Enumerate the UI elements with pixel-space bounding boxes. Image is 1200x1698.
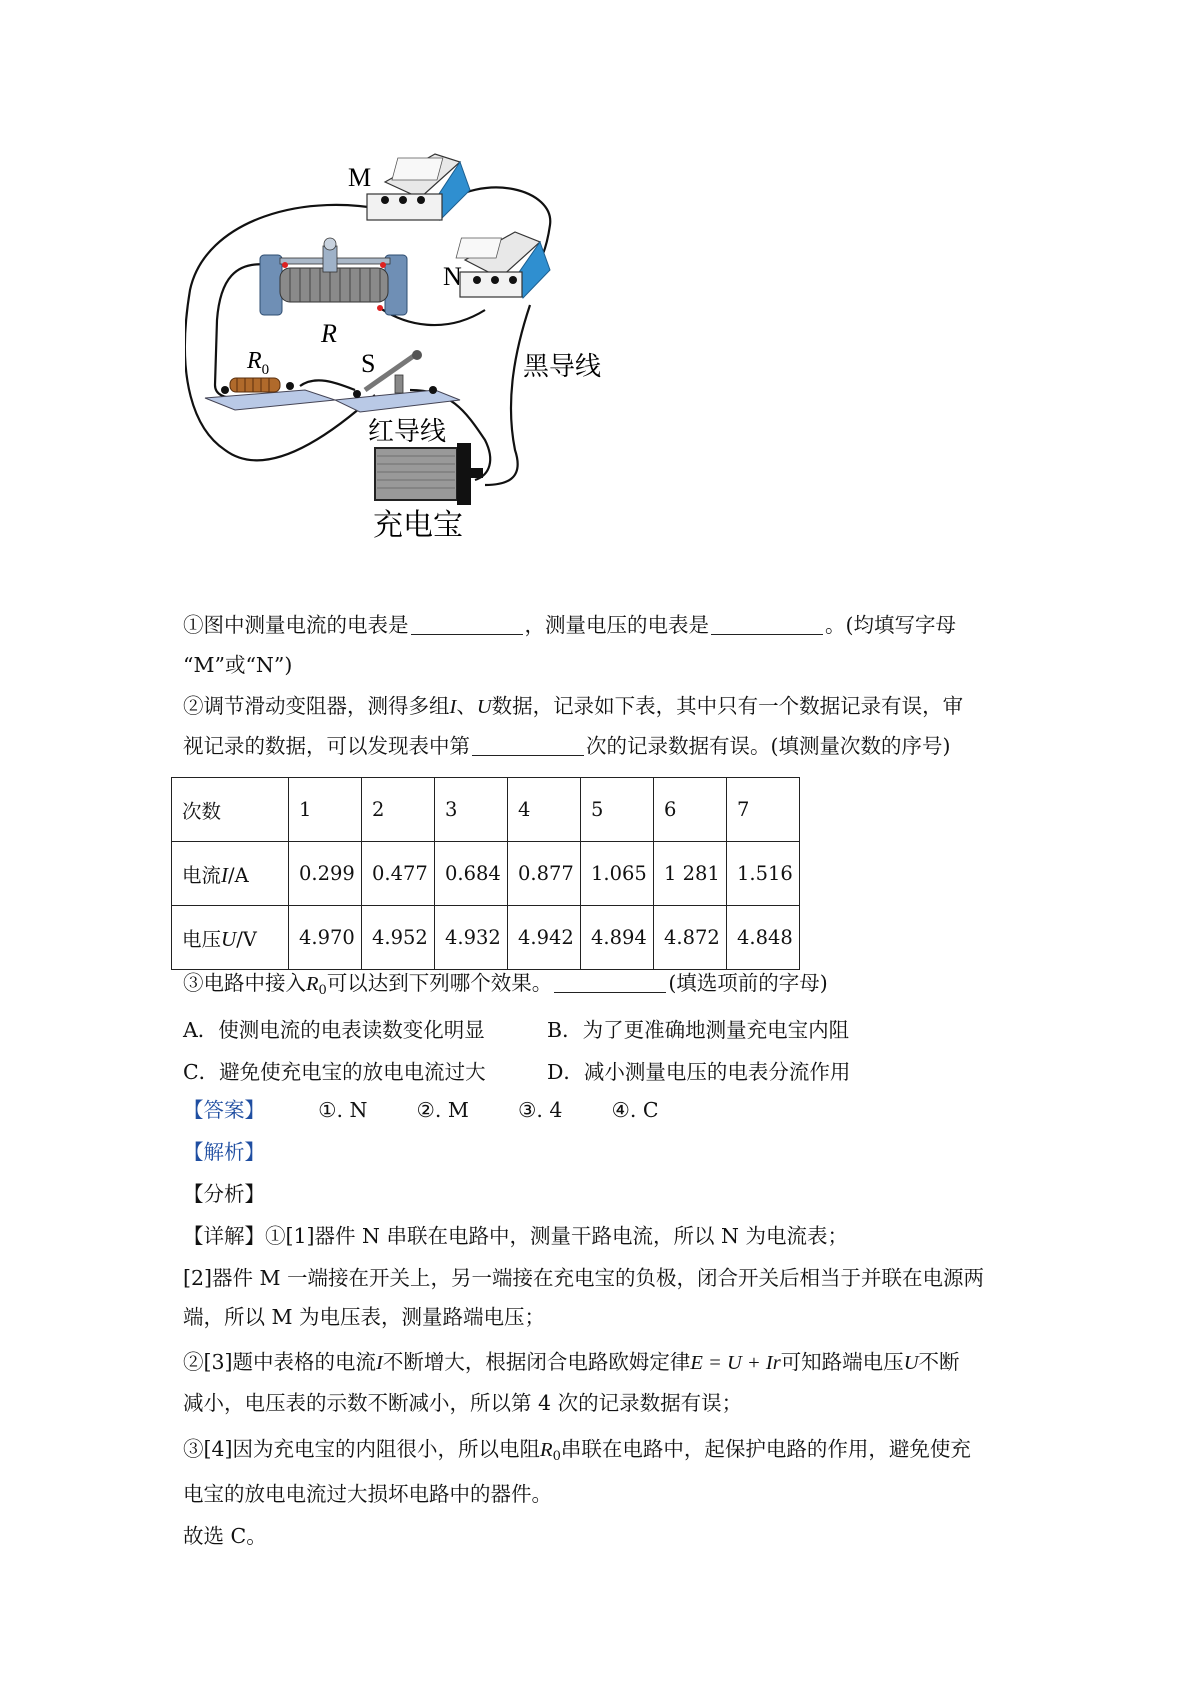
power-bank — [375, 443, 483, 505]
label-black-wire: 黑导线 — [523, 352, 602, 382]
detail-4b: 电宝的放电电流过大损坏电路中的器件。 — [183, 1482, 552, 1506]
q2-text-b: 数据，记录如下表，其中只有一个数据记录有误，审 — [491, 694, 964, 718]
detail-4a-sub: 0 — [552, 1449, 561, 1464]
q2-var-I: I — [449, 696, 457, 718]
answer-line — [183, 1096, 659, 1124]
label-N: N — [443, 262, 462, 291]
conclusion: 故选 C。 — [183, 1524, 267, 1548]
table-cell: 0.477 — [362, 842, 435, 906]
detail-3b: 减小，电压表的示数不断减小，所以第 4 次的记录数据有误； — [183, 1391, 743, 1415]
detail-line-2 — [183, 1264, 984, 1292]
q3-blank-option[interactable] — [554, 972, 666, 993]
table-cell: 1 281 — [654, 842, 727, 906]
table-cell: 4.942 — [508, 906, 581, 970]
q3-line-1 — [183, 969, 828, 1005]
table-cell: 4.894 — [581, 906, 654, 970]
table-cell: 1 — [289, 778, 362, 842]
table-cell: 1.516 — [727, 842, 800, 906]
table-row-trials — [172, 778, 800, 842]
table-cell: 0.684 — [435, 842, 508, 906]
detail-4a-R: R — [540, 1439, 553, 1461]
q2-line-1 — [183, 692, 963, 721]
detail-3a-I: I — [376, 1352, 383, 1374]
q3-text-a: ③电路中接入 — [183, 971, 306, 995]
fenxi-line — [183, 1180, 265, 1208]
table-cell: 4.872 — [654, 906, 727, 970]
detail-2b: 端，所以 M 为电压表，测量路端电压； — [183, 1305, 546, 1329]
detail-tag: 【详解】 — [183, 1224, 265, 1248]
rheostat-R — [260, 238, 407, 315]
q3-sub0: 0 — [318, 983, 327, 998]
q1-text-d: “M”或“N”) — [183, 653, 293, 677]
q2-var-U: U — [476, 696, 492, 718]
option-C[interactable]: C．避免使充电宝的放电电流过大 — [183, 1060, 486, 1084]
table-cell: 4.970 — [289, 906, 362, 970]
label-R: R — [321, 319, 337, 348]
detail-3a-4: 不断 — [918, 1350, 960, 1374]
option-D[interactable]: D．减小测量电压的电表分流作用 — [547, 1060, 851, 1084]
table-cell: 4.932 — [435, 906, 508, 970]
conclusion-line — [183, 1522, 267, 1550]
q2-text-c: 视记录的数据，可以发现表中第 — [183, 734, 470, 758]
detail-4a-1: ③[4]因为充电宝的内阻很小，所以电阻 — [183, 1437, 541, 1461]
q2-sep: 、 — [456, 694, 477, 718]
meter-N — [456, 232, 550, 298]
table-voltage-label: 电压U/V — [172, 906, 289, 970]
label-red-wire: 红导线 — [368, 417, 447, 447]
table-cell: 6 — [654, 778, 727, 842]
label-R0: $R_0$ — [247, 348, 270, 378]
table-current-label: 电流I/A — [172, 842, 289, 906]
wire-R0-S — [300, 380, 355, 390]
detail-line-7 — [183, 1480, 552, 1508]
detail-3a-U: U — [903, 1352, 919, 1374]
table-cell: 4.952 — [362, 906, 435, 970]
table-row-voltage — [172, 906, 800, 970]
detail-4a-2: 串联在电路中，起保护电路的作用，避免使充 — [560, 1437, 971, 1461]
q2-text-d: 次的记录数据有误。(填测量次数的序号) — [586, 734, 951, 758]
switch-S — [335, 350, 460, 412]
detail-line-6 — [183, 1435, 971, 1471]
q2-blank-trial[interactable] — [472, 735, 584, 756]
resistor-R0 — [205, 378, 335, 410]
detail-3a-3: 可知路端电压 — [780, 1350, 904, 1374]
answer-item-2: ②. M — [416, 1098, 469, 1122]
answer-tag: 【答案】 — [183, 1098, 265, 1122]
option-B[interactable]: B．为了更准确地测量充电宝内阻 — [547, 1018, 850, 1042]
fenxi-tag: 【分析】 — [183, 1182, 265, 1206]
q1-blank-voltage[interactable] — [711, 614, 823, 635]
q1-line-1 — [183, 611, 956, 639]
label-M: M — [348, 163, 372, 192]
meter-M — [367, 154, 470, 220]
detail-3a-equation: E = U + Ir — [690, 1352, 781, 1374]
detail-1: ①[1]器件 N 串联在电路中，测量干路电流，所以 N 为电流表； — [265, 1224, 848, 1248]
detail-line-4 — [183, 1348, 960, 1377]
detail-3a-2: 不断增大，根据闭合电路欧姆定律 — [382, 1350, 691, 1374]
detail-line-5 — [183, 1389, 742, 1417]
table-cell: 4.848 — [727, 906, 800, 970]
q1-line-2 — [183, 651, 292, 679]
black-wire — [485, 305, 530, 485]
q3-text-c: (填选项前的字母) — [668, 971, 828, 995]
analysis-tag: 【解析】 — [183, 1140, 265, 1164]
answer-item-1: ①. N — [318, 1098, 368, 1122]
table-cell: 0.299 — [289, 842, 362, 906]
option-A[interactable]: A．使测电流的电表读数变化明显 — [183, 1018, 485, 1042]
q2-text-a: ②调节滑动变阻器，测得多组 — [183, 694, 450, 718]
detail-3a-1: ②[3]题中表格的电流 — [183, 1350, 377, 1374]
table-cell: 7 — [727, 778, 800, 842]
circuit-diagram — [185, 150, 705, 580]
table-cell: 4 — [508, 778, 581, 842]
detail-line-1 — [183, 1222, 848, 1250]
table-header-label: 次数 — [172, 778, 289, 842]
table-row-current — [172, 842, 800, 906]
q3-R: R — [306, 973, 319, 995]
data-table — [171, 777, 800, 970]
q1-text-a: ①图中测量电流的电表是 — [183, 613, 409, 637]
detail-2a: [2]器件 M 一端接在开关上，另一端接在充电宝的负极，闭合开关后相当于并联在电源两 — [183, 1266, 985, 1290]
analysis-tag-line — [183, 1138, 265, 1166]
q3-text-b: 可以达到下列哪个效果。 — [326, 971, 553, 995]
q1-blank-current[interactable] — [411, 614, 523, 635]
table-cell: 5 — [581, 778, 654, 842]
table-cell: 2 — [362, 778, 435, 842]
q1-text-b: ，测量电压的电表是 — [524, 613, 709, 637]
label-power-bank: 充电宝 — [373, 508, 463, 543]
detail-line-3 — [183, 1303, 545, 1331]
q2-line-2 — [183, 732, 951, 760]
table-cell: 1.065 — [581, 842, 654, 906]
q1-text-c: 。(均填写字母 — [825, 613, 956, 637]
table-cell: 0.877 — [508, 842, 581, 906]
answer-item-3: ③. 4 — [517, 1098, 563, 1122]
label-S: S — [361, 349, 376, 378]
table-cell: 3 — [435, 778, 508, 842]
answer-item-4: ④. C — [611, 1098, 659, 1122]
